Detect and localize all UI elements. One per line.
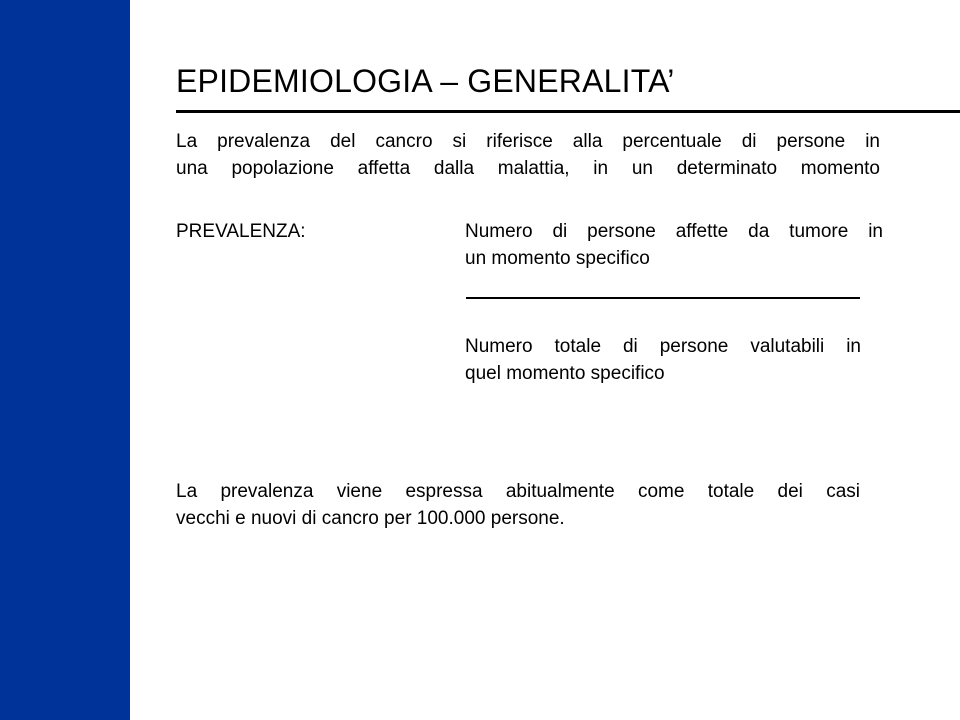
numerator-line-2: un momento specifico <box>465 248 650 269</box>
denominator-line-2: quel momento specifico <box>465 363 665 384</box>
note-line-1: La prevalenza viene espressa abitualmente come totale dei casi <box>176 481 860 502</box>
fraction-bar <box>466 297 860 299</box>
note-line-2: vecchi e nuovi di cancro per 100.000 persone. <box>176 508 565 529</box>
formula-numerator <box>465 218 883 272</box>
definition-line-1: La prevalenza del cancro si riferisce alla percentuale di persone in <box>176 131 880 152</box>
numerator-line-1: Numero di persone affette da tumore in <box>465 221 883 242</box>
definition-line-2: una popolazione affetta dalla malattia, in un determinato momento <box>176 158 880 179</box>
denominator-line-1: Numero totale di persone valutabili in <box>465 336 861 357</box>
title-underline <box>176 110 960 113</box>
note-paragraph <box>176 478 860 532</box>
definition-paragraph <box>176 128 880 182</box>
slide-title: EPIDEMIOLOGIA – GENERALITA’ <box>176 63 675 99</box>
formula-label: PREVALENZA: <box>176 221 306 242</box>
side-accent-bar <box>0 0 130 720</box>
formula-denominator <box>465 333 861 387</box>
